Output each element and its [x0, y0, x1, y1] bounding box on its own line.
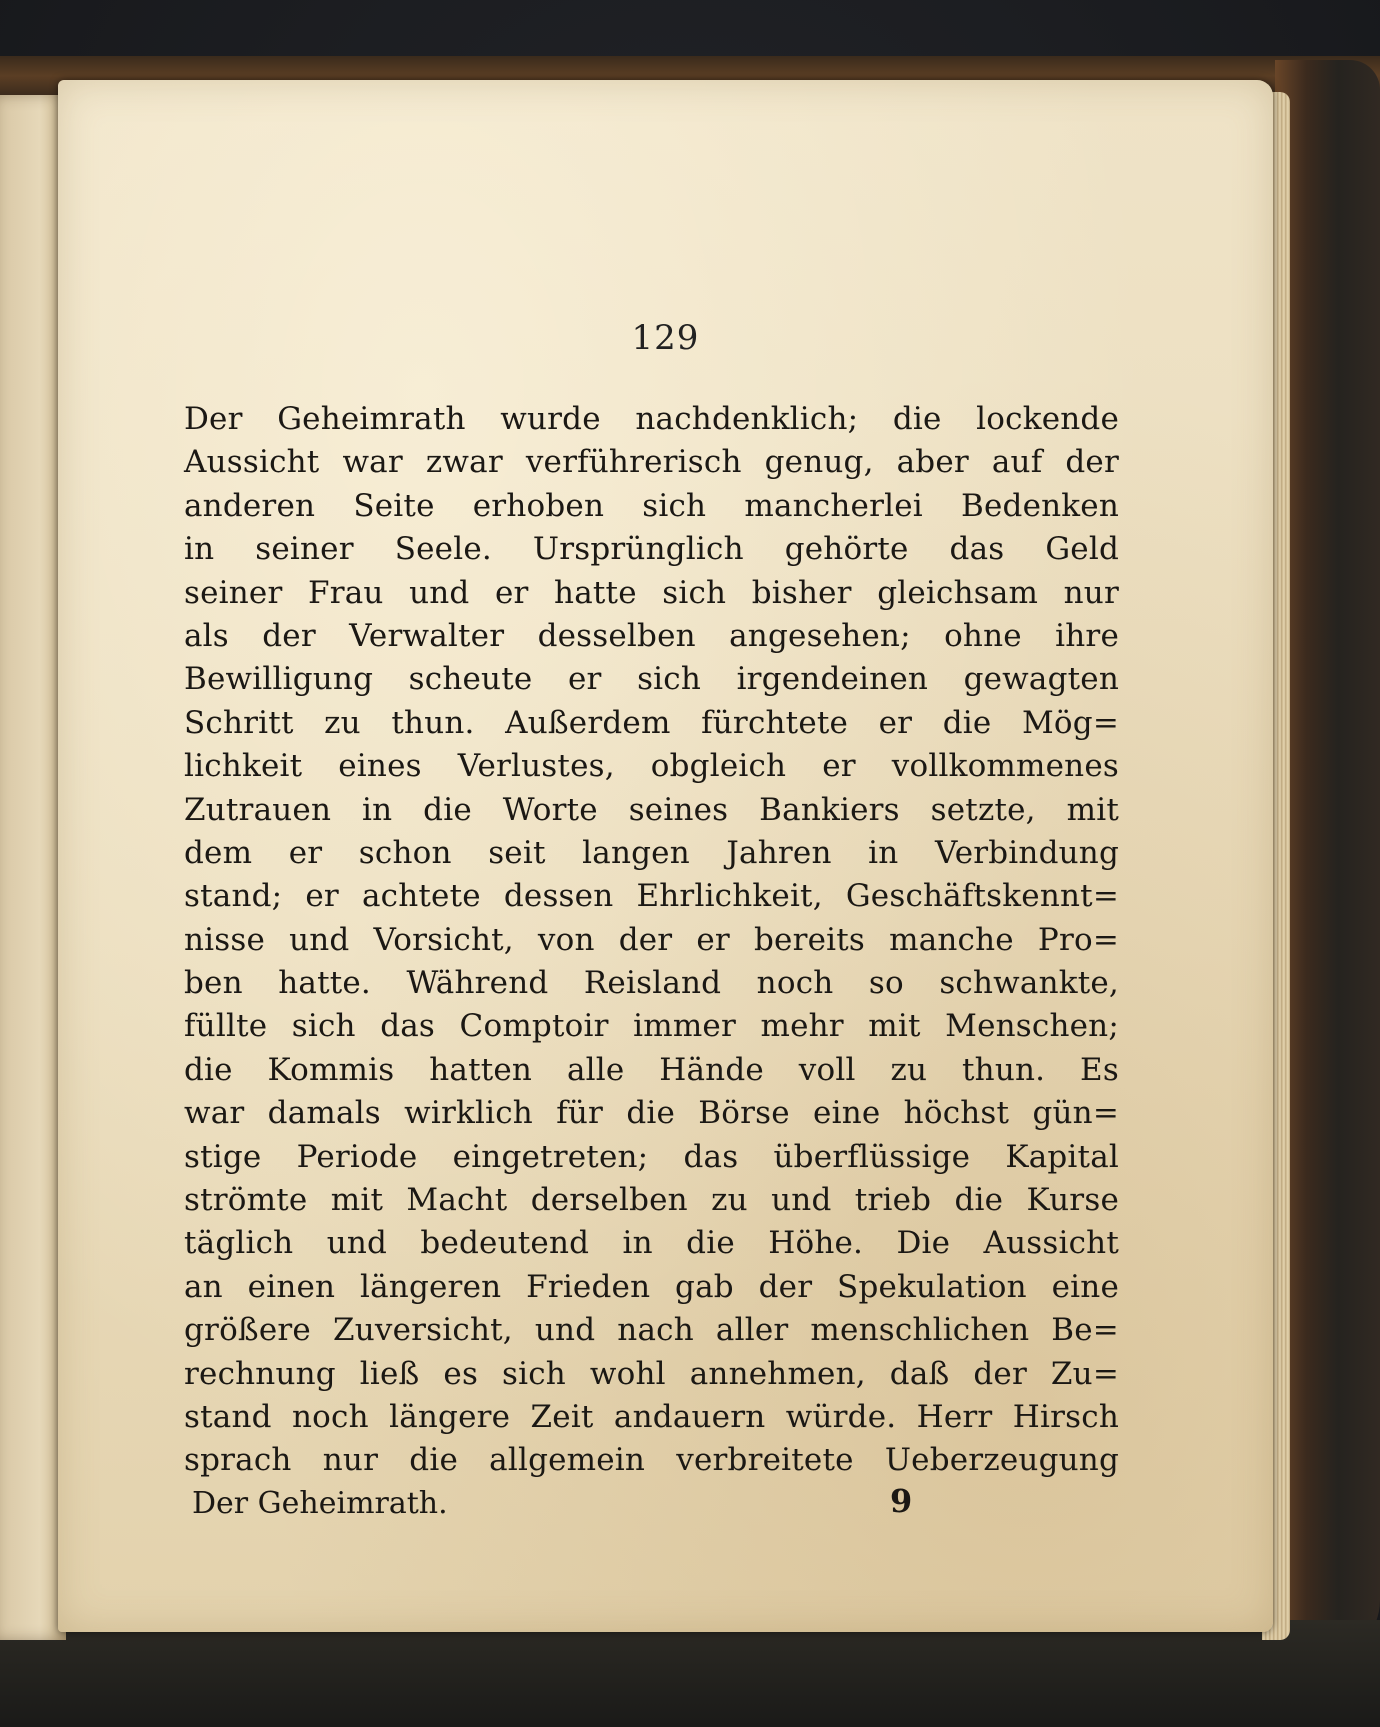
signature-mark: 9: [890, 1482, 913, 1520]
text-line: war damals wirklich für die Börse eine höchst gün=: [184, 1095, 1119, 1132]
body-text: [184, 398, 1119, 1483]
text-line: Schritt zu thun. Außerdem fürchtete er die Mög=: [184, 704, 1119, 741]
text-line: Aussicht war zwar verführerisch genug, aber auf der: [184, 444, 1119, 481]
text-line: die Kommis hatten alle Hände voll zu thun. Es: [184, 1051, 1119, 1088]
text-line: anderen Seite erhoben sich mancherlei Bedenken: [184, 487, 1119, 524]
text-line: rechnung ließ es sich wohl annehmen, daß der Zu=: [184, 1355, 1119, 1392]
text-line: nisse und Vorsicht, von der er bereits manche Pro=: [184, 921, 1119, 958]
text-line: an einen längeren Frieden gab der Spekulation eine: [184, 1268, 1119, 1305]
text-line: ben hatte. Während Reisland noch so schwankte,: [184, 965, 1119, 1002]
text-line: stand noch längere Zeit andauern würde. Herr Hirsch: [184, 1398, 1119, 1435]
text-line: sprach nur die allgemein verbreitete Ueberzeugung: [184, 1442, 1119, 1479]
text-line: in seiner Seele. Ursprünglich gehörte das Geld: [184, 531, 1119, 568]
text-line: als der Verwalter desselben angesehen; ohne ihre: [184, 617, 1119, 654]
text-line: stand; er achtete dessen Ehrlichkeit, Geschäftskennt=: [184, 878, 1119, 915]
text-line: stige Periode eingetreten; das überflüssige Kapital: [184, 1138, 1119, 1175]
book-cover-right-edge: [1275, 60, 1380, 1660]
text-line: strömte mit Macht derselben zu und trieb die Kurse: [184, 1182, 1119, 1219]
footer-running-title: Der Geheimrath.: [192, 1486, 448, 1521]
facing-page-edge: [0, 95, 66, 1640]
book-page: [58, 80, 1273, 1632]
text-line: Bewilligung scheute er sich irgendeinen gewagten: [184, 661, 1119, 698]
text-line: täglich und bedeutend in die Höhe. Die Aussicht: [184, 1225, 1119, 1262]
text-line: füllte sich das Comptoir immer mehr mit Menschen;: [184, 1008, 1119, 1045]
text-line: größere Zuversicht, und nach aller menschlichen Be=: [184, 1312, 1119, 1349]
book-cover-bottom-edge: [0, 1620, 1380, 1727]
text-line: lichkeit eines Verlustes, obgleich er vollkommenes: [184, 748, 1119, 785]
text-line: Der Geheimrath wurde nachdenklich; die lockende: [184, 401, 1119, 437]
text-line: Zutrauen in die Worte seines Bankiers setzte, mit: [184, 791, 1119, 828]
page-number: 129: [631, 318, 700, 358]
text-line: seiner Frau und er hatte sich bisher gleichsam nur: [184, 574, 1119, 611]
text-line: dem er schon seit langen Jahren in Verbindung: [184, 834, 1119, 871]
